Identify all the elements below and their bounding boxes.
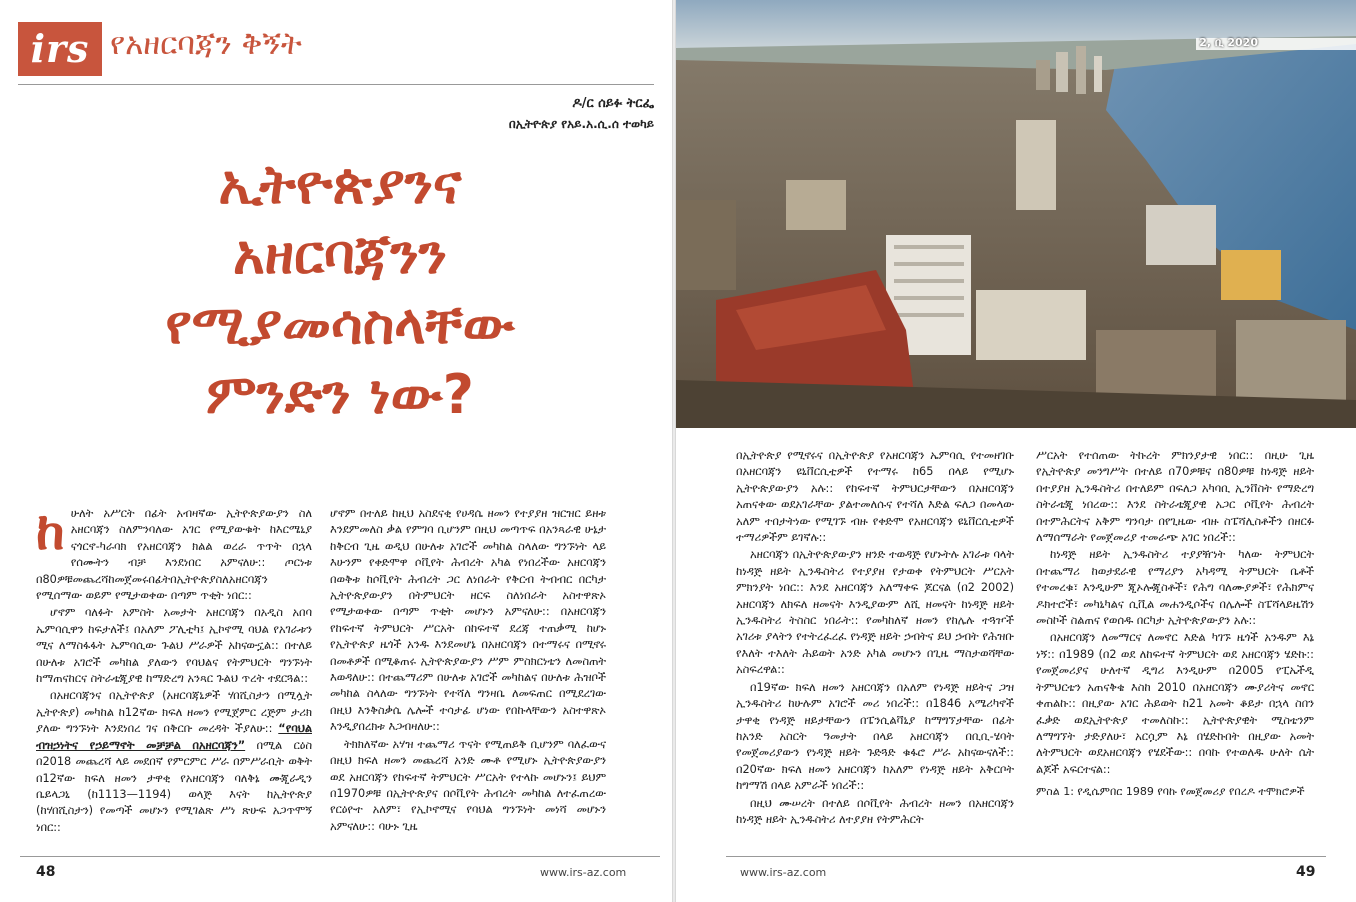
page-number: 48 [36, 864, 56, 880]
left-page [0, 0, 672, 902]
website-url: www.irs-az.com [740, 866, 827, 879]
paragraph: ትክክለኛው አሃዝ ተጨማሪ ጥናት የሚጠይቅ ቢሆንም ባለፈውና በዚህ ክፍለ ዘመን መጨረሻ አንድ ሙቶ የሚሆኑ ኢትዮጵያውያን ወደ አዘርባጃን የከፍተኛ ትምህርት ሥርአት የተላኩ መሆኑን፤ ይህም በ1970ዎቹ በኢትዮጵያና በሶቪየት ሕብረት መካከል ለተፈጠረው የርዕዮተ አለም፣ የኢኮኖሚና የባህል ግንኙነት መነሻ መሆኑን አምናለሁ:: ባሁኑ ጊዜ [330, 737, 606, 833]
article-column-2 [330, 506, 606, 836]
article-column-1 [36, 501, 313, 837]
paragraph: ከሁለት አሥርት በፊት አብዛኛው ኢትዮጵያውያን ስለ አዘርባጃን ስለምንባለው አገር የሚያውቁት ከእርሜኒያ ናጎርኖ-ካራባክ የአዘርባጃን ክልል ወረራ ጥጥት በኋላ የሰሙትን ብቻ እንደነበር አምናለሁ:: ጦርነቱ በ80ዎቹመጨረሻከመጀመሩበፊትበኢትዮጵያስለአዘርባጃን የሚሰማው ወይም የሚታወቀው በጣም ጥቂት ነበር:: [36, 501, 312, 603]
page-number: 49 [1296, 864, 1316, 880]
author-block [509, 96, 654, 132]
right-page [676, 0, 1356, 902]
author-name: ዶ/ር ሰይፉ ትርፌ [572, 96, 654, 111]
author-role: በኢትዮጵያ የአይ.አ.ሲ.ሰ ተወካይ [508, 117, 654, 131]
drop-cap: ከ [36, 501, 65, 562]
article-headline [20, 150, 660, 430]
paragraph: ሆኖም በተለይ ከዚህ አስደናቂ የሀዳሴ ዘመን የተያያዘ ዝርዝር ይዘቱ እንደምመለስ ቃል የምገባ ቢሆንም በዚህ መጣጥፍ በአንጻራዊ ሁኔታ ከቅርብ ጊዜ ወዲህ በሁለቱ አገሮች መካከል ስላለው ግንኙነት ላይ እሁንም የቀድሞዋ ሶቪየት ሕብረት አካል የነበረችው አዘርባጃን በወቅቱ ከሶቪየት ሕብረት ጋር ለነበራት የቅርብ ትብብር በርካታ ኢትዮጵያውያን በትምህርት ዘርፍ ስለነበራት አስተዋጽኦ የሚታወቀው በጣም ጥቂት መሆኑን አምናለሁ:: በአዘርባጃን የከፍተኛ ትምህርት ሥርአት በከፍተኛ ደረጃ ተጠቃሚ ከሆኑ የኢትዮጵያ ዜጎች አንዱ እንደመሆኔ በአዘርባጃን በተማሩና በሚኖሩ በመቶዎች በሚቆጠሩ ኢትዮጵያውያን ሥም ምስክርነቴን ለመስጠት እወዳለሁ:: በተጨማሪም በሁለቱ አገሮች መካከልና በሁለቱ ሕዝቦች መካከል ስላለው ግንኙነት የተሻለ ግንዛቤ ለመፍጠር በሚደረገው በዚህ እንቅስቃሴ ሌሎች ተሳታፊ ሆነው የበኩላቸውን አስተዋጽኦ እንዲያበረክቱ እጋብዛለሁ:: [330, 507, 606, 734]
footer-divider [20, 856, 660, 857]
paragraph: ከነዳጅ ዘይት ኢንዱስትሪ ተያያዥነት ካለው ትምህርት በተጨማሪ ከወታደራዊ የማሪያን አካዳሚ ትምህርት ቤቶች የተመረቁ፣ እንዲሁም ጂኦሎጂስቶች፣ የሕግ ባለሙያዎች፣ የሕክምና ዶክተሮች፣ መካኒካልና ሲቪል መሐንዲሶችና በሌሎች ስፔሻላይዜሽን መስኮች ስልጠና የወሰዱ በርካታ ኢትዮጵያውያን አሉ:: [1036, 548, 1314, 628]
paragraph: በዚህ ሙሠረት በተለይ በሶቪየት ሕብረት ዘመን በአዘርባጃን ከነዳጅ ዘይት ኢንዱስትሪ ለተያያዘ የትምሕርት [736, 796, 1014, 826]
paragraph: ሥርአት የተሰጠው ትኩረት ምክንያታዊ ነበር:: በዚሁ ጊዜ የኢትዮጵያ መንግሥት በተለይ በ70ዎቹና በ80ዎቹ ከነዳጅ ዘይት በተያያዘ ኢንዱስትሪ በተለይም በፍለጋ አካባቢ ኢንቨስት የማድረግ ስትራቴጂ ነበረው:: እንደ ስትራቴጂያዊ አጋር ሶቪየት ሕብረት በተምሕርትና አቅም ግንባታ በየጊዜው ብዙ ስፔሻሊስቶችን በዘርፉ ለማሰማራት የመጀመሪያ ተመራጭ አገር ነበረች:: [1036, 449, 1314, 545]
issue-date: 2, ቢ 2020 [1199, 36, 1258, 49]
section-title: የአዘርባጃን ቅኝት [110, 26, 302, 62]
emphasized-title: “የባህል ብዝኃነትና የኃይማኖት መቻቻል በአዘርባጃን” [36, 722, 312, 752]
article-column-4 [1036, 448, 1314, 800]
paragraph: ሆኖም ባለፉት አምስት አመታት አዘርባጃን በአዲስ አበባ ኤምባሲዋን ከፍታለች፤ በአለም ፖሊቲካ፤ ኢኮኖሚ ባህል የአገራቱን ሚና ለማስፋፋት ኤምባሲው ጉልህ ሥራዎች አከናውኗል:: በተለይ በሁለቱ አገሮች መካከል ያለውን የባህልና የትምህርት ግንኙነት ከማጠናከርና ስትራቴጂያዊ ከማድረግ አንጻር ጉልህ ጥረት ተደርጓል:: [36, 606, 312, 686]
paragraph: በአዘርባጃንና በኢትዮጵያ (አዘርባጃኒዎች ሃበሺስታን በሚሏት ኢትዮጵያ) መካከል ከ12ኛው ክፍለ ዘመን የሚጀምር ረጅም ታሪክ ያለው ግንኙነት እንደነበረ ገና በቅርቡ መረዳት ችያለሁ:: “የባህል ብዝኃነትና የኃይማኖት መቻቻል በአዘርባጃን” በሚል ርዕስ በ2018 መጨረሻ ላይ መደበኛ የምርምር ሥራ በምሥራቢት ወቅት በ12ኛው ክፍለ ዘመን ታዋቂ የአዘርባጃን ባለቅኔ ሙጂራዲን ቤይላጋኒ (ከ1113—1194) ወላጅ እናት ከኢትዮጵያ (ከሃበሺስታን) የመጣች መሆኑን የሚገልጽ ሥነ ጽሁፍ አጋጥሞኝ ነበር:: [36, 689, 313, 834]
header-divider [18, 84, 654, 85]
paragraph: በአዘርባጃን ለመማርና ለመኖር እድል ካገኙ ዜጎች አንዱም እኔ ነኝ:: በ1989 (በ2 ወደ ለከፍተኛ ትምህርት ወደ አዘርባጃን ሄድኩ:: የመጀመሪያና ሁለተኛ ዲግሪ እንዲሁም በ2005 የፒኤችዲ ትምህርቴን አጠናቅቄ እስከ 2010 በአዘርባጃን ሙያሪትና መኖር ቀጠልኩ:: በዚያው አገር ሕይወት ከ21 አመት ቆይታ በኋላ ስበን ፈቃድ ወደኢትዮጵያ ተመለስኩ:: ኢትዮጵያዊት ሚስቴንም ለማግኘት ታድያለሁ፣ አርሷም እኔ በሄድኩበት በዚያው አመት ለትምህርት ወደአዘርባጃን የሄደችው:: በባኩ የተወለዱ ሁለት ሴት ልጆች አፍርተናል:: [1036, 631, 1314, 776]
paragraph: አዘርባጃን በኢትዮጵያውያን ዘንድ ተወዳጅ የሆኑትሉ አገራቱ ባላት ከነዳጅ ዘይት ኢንዱስትሪ የተያያዘ የታወቀ የትምህርት ሥርአት ምክንያት ነበር:: እንደ አዘርባጃን አለማቀፍ ጆርናል (በ2 2002) አዘርባጃን ለክፍለ ዘመናት እንዲያውም ለሺ ዘመናት ከነዳጅ ዘይት ኢንዱስትሪ ትስስር ነበራት:: የመካከለኛ ዘመን የከሌሉ ተጓዦች አገሪቱ ያላትን የተትረፈረፈ የነዳጅ ዘይት ኃብትና ይህ ኃብት የሕዝቡ የእለት ተእለት ሕይወት አንድ አካል መሆኑን በጊዜ ማስታወሻቸው አስፍረዋል:: [736, 548, 1014, 677]
figure-caption: ምስል 1: የዲሴምበር 1989 የባኩ የመጀመሪያ የበረዶ ተሞክሮዎች [1036, 785, 1305, 799]
baku-aerial-photo [676, 0, 1356, 428]
website-url: www.irs-az.com [540, 866, 627, 879]
headline-line: ምንድን ነው? [206, 363, 474, 426]
irs-logo: irs [18, 22, 102, 76]
article-column-3 [736, 448, 1014, 829]
paragraph: በ19ኛው ክፍለ ዘመን አዘርባጃን በአለም የነዳጅ ዘይትና ጋዝ ኢንዱስትሪ ከሁሉም አገሮች መሪ ነበረች:: በ1846 አሜሪካኖች ታዋቂ የነዳጅ ዘይታቸውን በፔንሲልቫኒያ ከማግኘታቸው በፊት ከአንድ አስርት ዓመታት በላይ አዘርባጃን በቢቢ-ሄባት የመጀመሪያውን የነዳጅ ዘይት ጉድጓድ ቁፋሮ ሥራ አከናውናለች:: በ20ኛው ክፍለ ዘመን አዘርባጃን ከአለም የነዳጅ ዘይት አቅርቦት ከግማሽ በላይ አምራች ነበረች:: [736, 680, 1014, 793]
footer-divider [726, 856, 1326, 857]
city-photo-illustration [676, 0, 1356, 428]
headline-line: አዘርባጃንን [233, 223, 447, 286]
paragraph: በኢትዮጵያ የሚኖሩና በኢትዮጵያ የአዘርባጃን ኤምባሲ የተመዘገቡ በአዘርባጃን ዩኒቨርሲቲዎች የተማሩ ከ65 በላይ የሚሆኑ ኢትዮጵያውያን አሉ:: የከፍተኛ ትምህርታቸውን በአዘርባጃን አጠናቀው ወደአገራቸው ያልተመለሱና የተሻለ እድል ፍለጋ በመላው አለም ተበታትነው የሚገኙ ብዙ የቀድሞ የአዘርባጃን ዩኒቨርሲቲዎች ተማሪዎችም ይገኛሉ:: [736, 449, 1014, 545]
headline-line: ኢትዮጵያንና [218, 153, 462, 216]
headline-line: የሚያመሳስላቸው [165, 293, 515, 356]
